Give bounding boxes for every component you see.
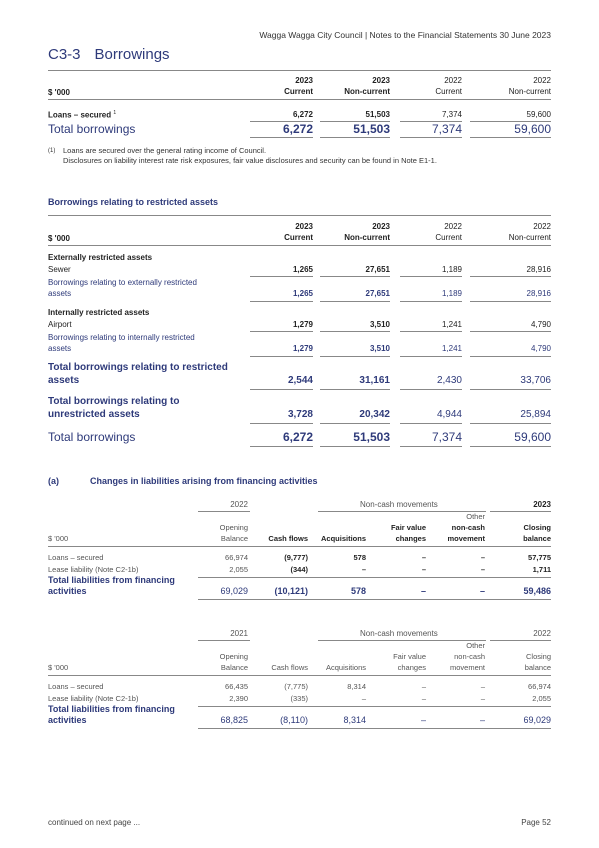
col-head: Fair value	[393, 652, 426, 661]
year-close: 2022	[533, 629, 551, 638]
col-head: Fair value	[390, 523, 426, 532]
row-label: Borrowings relating to externally restricted	[48, 278, 197, 287]
col-head: changes	[395, 534, 426, 543]
cell: 6,272	[282, 430, 313, 444]
cell: 66,974	[225, 553, 248, 562]
cell: 3,728	[287, 409, 313, 420]
footnote-ref: 1	[113, 110, 117, 116]
cell: 1,241	[441, 344, 462, 353]
cell: 2,055	[229, 565, 248, 574]
col-head: Cash flows	[268, 534, 308, 543]
col-head: Balance	[220, 534, 248, 543]
rule	[320, 423, 390, 424]
rule	[400, 446, 462, 447]
rule	[320, 356, 390, 357]
rule	[470, 137, 551, 138]
row-label	[48, 110, 116, 120]
col-head: movement	[447, 534, 485, 543]
row-label: Lease liability (Note C2-1b)	[48, 565, 139, 574]
row-label: Total borrowings	[48, 430, 136, 444]
cell: 1,241	[441, 320, 462, 329]
rule	[198, 511, 250, 512]
cell: –	[420, 715, 426, 725]
rule	[48, 675, 551, 676]
year-close: 2023	[533, 500, 551, 509]
cell: –	[421, 565, 426, 574]
col-head: Cash flows	[271, 663, 308, 672]
col-year: 2022	[444, 222, 462, 231]
cell: 27,651	[365, 289, 390, 298]
group-label: Non-cash movements	[360, 500, 438, 509]
cell: (10,121)	[274, 586, 308, 596]
col-type: Current	[284, 87, 313, 96]
cell: –	[361, 694, 366, 703]
col-head: changes	[397, 663, 426, 672]
row-label: Borrowings relating to internally restricted	[48, 333, 195, 342]
group-heading: Externally restricted assets	[48, 253, 153, 262]
rule	[400, 356, 462, 357]
subsection-heading	[48, 476, 318, 486]
rule	[198, 577, 551, 578]
row-label: Sewer	[48, 265, 71, 274]
col-head: non-cash	[451, 523, 485, 532]
row-label: Loans – secured	[48, 682, 104, 691]
cell: 8,314	[343, 715, 366, 725]
cell: 68,825	[220, 715, 248, 725]
cell: 7,374	[431, 430, 462, 444]
subsection-title: Changes in liabilities arising from financing activities	[90, 476, 318, 486]
cell: 33,706	[520, 375, 551, 386]
rule	[320, 137, 390, 138]
cell: 7,374	[441, 110, 462, 119]
cell: 20,342	[359, 409, 390, 420]
col-year: 2023	[372, 222, 390, 231]
cell: 4,790	[530, 344, 551, 353]
col-type: Current	[435, 87, 462, 96]
cell: 59,600	[514, 122, 551, 136]
rule	[470, 423, 551, 424]
cell: 578	[350, 586, 366, 596]
cell: 1,265	[292, 265, 313, 274]
row-label: assets	[48, 344, 72, 353]
row-label: Total borrowings	[48, 122, 136, 136]
rule	[250, 301, 313, 302]
rule	[400, 423, 462, 424]
cell: 578	[353, 553, 366, 562]
cell: (335)	[290, 694, 308, 703]
rule	[320, 446, 390, 447]
page-number: Page 52	[521, 818, 551, 827]
rule	[250, 137, 313, 138]
cell: 69,029	[523, 715, 551, 725]
cell: 59,486	[523, 586, 551, 596]
rule	[400, 331, 462, 332]
cell: 66,435	[225, 682, 248, 691]
cell: 1,279	[292, 320, 313, 329]
col-head: Balance	[220, 663, 248, 672]
row-label-text: Loans – secured	[48, 110, 112, 120]
footnote-line: Loans are secured over the general rating income of Council.	[63, 146, 267, 155]
col-head: balance	[523, 534, 551, 543]
cell: 51,503	[353, 430, 390, 444]
col-year: 2022	[533, 222, 551, 231]
rule	[198, 599, 551, 600]
rule	[320, 301, 390, 302]
col-head: Other	[466, 641, 485, 650]
col-type: Non-current	[508, 233, 551, 242]
cell: –	[420, 586, 426, 596]
rule	[250, 356, 313, 357]
unit-label: $ '000	[48, 88, 70, 97]
col-head: Closing	[523, 523, 551, 532]
cell: –	[479, 715, 485, 725]
rule	[250, 423, 313, 424]
col-type: Non-current	[508, 87, 551, 96]
cell: 3,510	[369, 320, 390, 329]
rule	[470, 301, 551, 302]
rule	[490, 511, 551, 512]
cell: 1,189	[441, 265, 462, 274]
col-head: Other	[466, 512, 485, 521]
cell: 1,265	[292, 289, 313, 298]
col-head: movement	[449, 663, 485, 672]
rule	[400, 137, 462, 138]
cell: 28,916	[526, 289, 551, 298]
rule	[470, 389, 551, 390]
group-label: Non-cash movements	[360, 629, 438, 638]
cell: 69,029	[220, 586, 248, 596]
cell: 59,600	[526, 110, 551, 119]
rule	[250, 389, 313, 390]
rule	[320, 389, 390, 390]
cell: –	[421, 682, 426, 691]
col-head: Opening	[219, 523, 248, 532]
col-type: Non-current	[344, 233, 390, 242]
rule	[198, 640, 250, 641]
footnote-marker: (1)	[48, 148, 56, 154]
row-label: assets	[48, 289, 72, 298]
cell: 4,944	[436, 409, 462, 420]
cell: 7,374	[431, 122, 462, 136]
cell: 8,314	[347, 682, 366, 691]
section-heading: Borrowings relating to restricted assets	[48, 197, 219, 207]
rule	[48, 70, 551, 71]
col-year: 2023	[295, 76, 313, 85]
unit-label: $ '000	[48, 663, 69, 672]
rule	[48, 245, 551, 246]
cell: 51,503	[365, 110, 390, 119]
cell: 2,430	[436, 375, 462, 386]
cell: 59,600	[514, 430, 551, 444]
col-head: Acquisitions	[320, 534, 366, 543]
row-label: Total liabilities from financing	[48, 704, 175, 714]
rule	[250, 276, 313, 277]
rule	[400, 301, 462, 302]
row-label: Total liabilities from financing	[48, 575, 175, 585]
cell: 1,189	[441, 289, 462, 298]
col-type: Current	[435, 233, 462, 242]
col-year: 2022	[444, 76, 462, 85]
col-year: 2023	[372, 76, 390, 85]
rule	[470, 331, 551, 332]
footer-continued: continued on next page ...	[48, 818, 141, 827]
cell: 1,711	[532, 565, 551, 574]
row-label: Total borrowings relating to	[48, 396, 180, 407]
cell: –	[361, 565, 366, 574]
year-open: 2021	[230, 629, 248, 638]
row-label: unrestricted assets	[48, 409, 140, 420]
note-code: C3-3	[48, 46, 81, 63]
cell: 27,651	[365, 265, 390, 274]
note-title	[48, 46, 170, 63]
cell: –	[421, 553, 426, 562]
cell: –	[480, 682, 485, 691]
row-label: Total borrowings relating to restricted	[48, 362, 228, 373]
cell: 1,279	[292, 344, 313, 353]
cell: –	[421, 694, 426, 703]
footnote	[48, 146, 267, 159]
rule	[250, 446, 313, 447]
cell: –	[480, 553, 485, 562]
cell: 2,390	[229, 694, 248, 703]
cell: 6,272	[292, 110, 313, 119]
cell: 3,510	[369, 344, 390, 353]
cell: (9,777)	[284, 553, 308, 562]
rule	[320, 276, 390, 277]
rule	[198, 706, 551, 707]
rule	[400, 389, 462, 390]
unit-label: $ '000	[48, 534, 69, 543]
cell: (344)	[290, 565, 308, 574]
row-label: Airport	[48, 320, 72, 329]
cell: (8,110)	[280, 715, 308, 725]
cell: 31,161	[359, 375, 390, 386]
year-open: 2022	[230, 500, 248, 509]
cell: 6,272	[282, 122, 313, 136]
col-head: Closing	[525, 652, 551, 661]
group-heading: Internally restricted assets	[48, 308, 150, 317]
cell: 4,790	[530, 320, 551, 329]
col-year: 2023	[295, 222, 313, 231]
note-title-text: Borrowings	[94, 46, 170, 63]
rule	[250, 331, 313, 332]
cell: 51,503	[353, 122, 390, 136]
cell: –	[480, 694, 485, 703]
cell: 25,894	[520, 409, 551, 420]
unit-label: $ '000	[48, 234, 70, 243]
subsection-marker: (a)	[48, 476, 59, 486]
cell: 2,544	[287, 375, 313, 386]
row-label: Loans – secured	[48, 553, 104, 562]
page-header: Wagga Wagga City Council | Notes to the Financial Statements 30 June 2023	[259, 30, 551, 40]
cell: 28,916	[526, 265, 551, 274]
rule	[48, 546, 551, 547]
row-label: assets	[48, 375, 80, 386]
cell: (7,775)	[284, 682, 308, 691]
cell: 66,974	[528, 682, 551, 691]
rule	[470, 276, 551, 277]
col-head: non-cash	[454, 652, 485, 661]
cell: 2,055	[532, 694, 551, 703]
col-type: Current	[284, 233, 313, 242]
col-head: balance	[524, 663, 551, 672]
rule	[48, 99, 551, 100]
col-head: Acquisitions	[325, 663, 366, 672]
rule	[470, 446, 551, 447]
row-label: Lease liability (Note C2-1b)	[48, 694, 139, 703]
rule	[470, 356, 551, 357]
rule	[48, 215, 551, 216]
row-label: activities	[48, 586, 87, 596]
cell: 57,775	[528, 553, 551, 562]
rule	[198, 728, 551, 729]
cell: –	[479, 586, 485, 596]
footnote-line: Disclosures on liability interest rate risk exposures, fair value disclosures and security can be found in Note E1-1.	[63, 156, 437, 165]
col-head: Opening	[219, 652, 248, 661]
rule	[320, 331, 390, 332]
col-year: 2022	[533, 76, 551, 85]
row-label: activities	[48, 715, 87, 725]
rule	[400, 276, 462, 277]
rule	[490, 640, 551, 641]
col-type: Non-current	[344, 87, 390, 96]
cell: –	[480, 565, 485, 574]
